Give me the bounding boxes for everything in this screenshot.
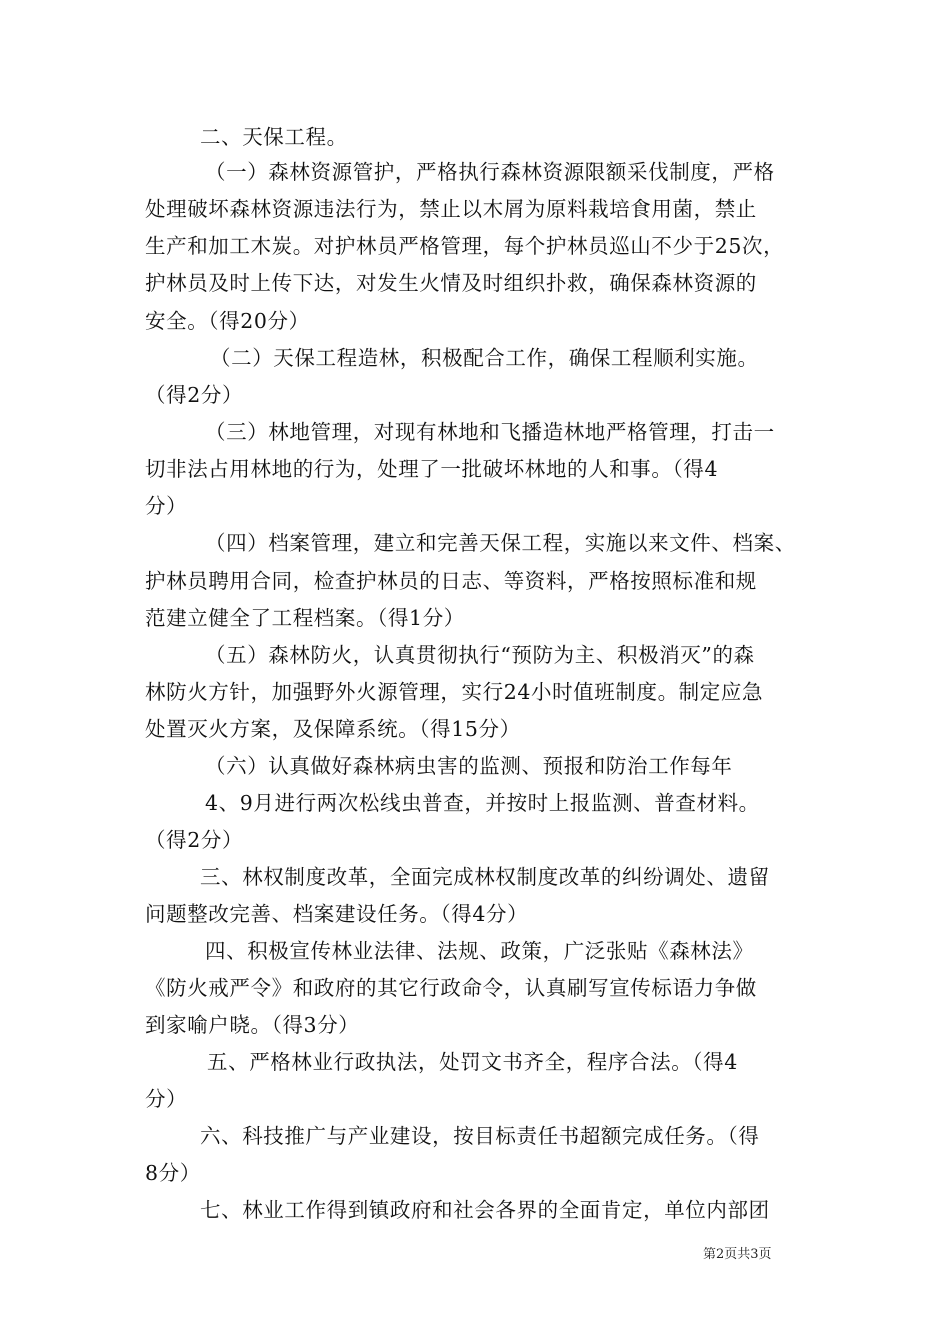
paragraph-line: （得2分）: [145, 383, 244, 407]
paragraph-line: （二）天保工程造林，积极配合工作，确保工程顺利实施。: [210, 346, 759, 370]
paragraph-line: 处理破坏森林资源违法行为，禁止以木屑为原料栽培食用菌，禁止: [145, 197, 757, 221]
section-heading: 七、林业工作得到镇政府和社会各界的全面肯定，单位内部团: [200, 1198, 770, 1222]
paragraph-line: 安全。（得20分）: [145, 309, 310, 333]
paragraph-line: 林防火方针，加强野外火源管理，实行24小时值班制度。制定应急: [145, 680, 764, 704]
paragraph-line: 护林员及时上传下达，对发生火情及时组织扑救，确保森林资源的: [145, 271, 757, 295]
section-heading: 三、林权制度改革，全面完成林权制度改革的纠纷调处、遗留: [200, 865, 770, 889]
paragraph-line: （三）林地管理，对现有林地和飞播造林地严格管理，打击一: [205, 420, 775, 444]
paragraph-line: （六）认真做好森林病虫害的监测、预报和防治工作每年: [205, 754, 733, 778]
paragraph-line: 问题整改完善、档案建设任务。（得4分）: [145, 902, 529, 926]
paragraph-line: 范建立健全了工程档案。（得1分）: [145, 606, 465, 630]
paragraph-line: （得2分）: [145, 828, 244, 852]
paragraph-line: （一）森林资源管护，严格执行森林资源限额采伐制度，严格: [205, 160, 775, 184]
paragraph-line: 生产和加工木炭。对护林员严格管理，每个护林员巡山不少于25次，: [145, 234, 785, 258]
paragraph-line: （四）档案管理，建立和完善天保工程，实施以来文件、档案、: [205, 531, 796, 555]
section-heading: 二、天保工程。: [200, 125, 348, 149]
paragraph-line: 切非法占用林地的行为，处理了一批破坏林地的人和事。（得4: [145, 457, 719, 481]
paragraph-line: 8分）: [145, 1161, 201, 1185]
section-heading: 四、积极宣传林业法律、法规、政策，广泛张贴《森林法》: [205, 939, 754, 963]
paragraph-line: 分）: [145, 494, 188, 518]
paragraph-line: 护林员聘用合同，检查护林员的日志、等资料，严格按照标准和规: [145, 569, 757, 593]
paragraph-line: 到家喻户晓。（得3分）: [145, 1013, 360, 1037]
paragraph-line: （五）森林防火，认真贯彻执行“预防为主、积极消灭”的森: [205, 643, 755, 667]
section-heading: 五、严格林业行政执法，处罚文书齐全，程序合法。（得4: [207, 1050, 738, 1074]
page-number-footer: 第2页共3页: [703, 1247, 772, 1262]
paragraph-line: 4、9月进行两次松线虫普查，并按时上报监测、普查材料。: [205, 791, 760, 815]
paragraph-line: 处置灭火方案，及保障系统。（得15分）: [145, 717, 521, 741]
section-heading: 六、科技推广与产业建设，按目标责任书超额完成任务。（得: [200, 1124, 760, 1148]
paragraph-line: 《防火戒严令》和政府的其它行政命令，认真刷写宣传标语力争做: [145, 976, 757, 1000]
paragraph-line: 分）: [145, 1087, 188, 1111]
